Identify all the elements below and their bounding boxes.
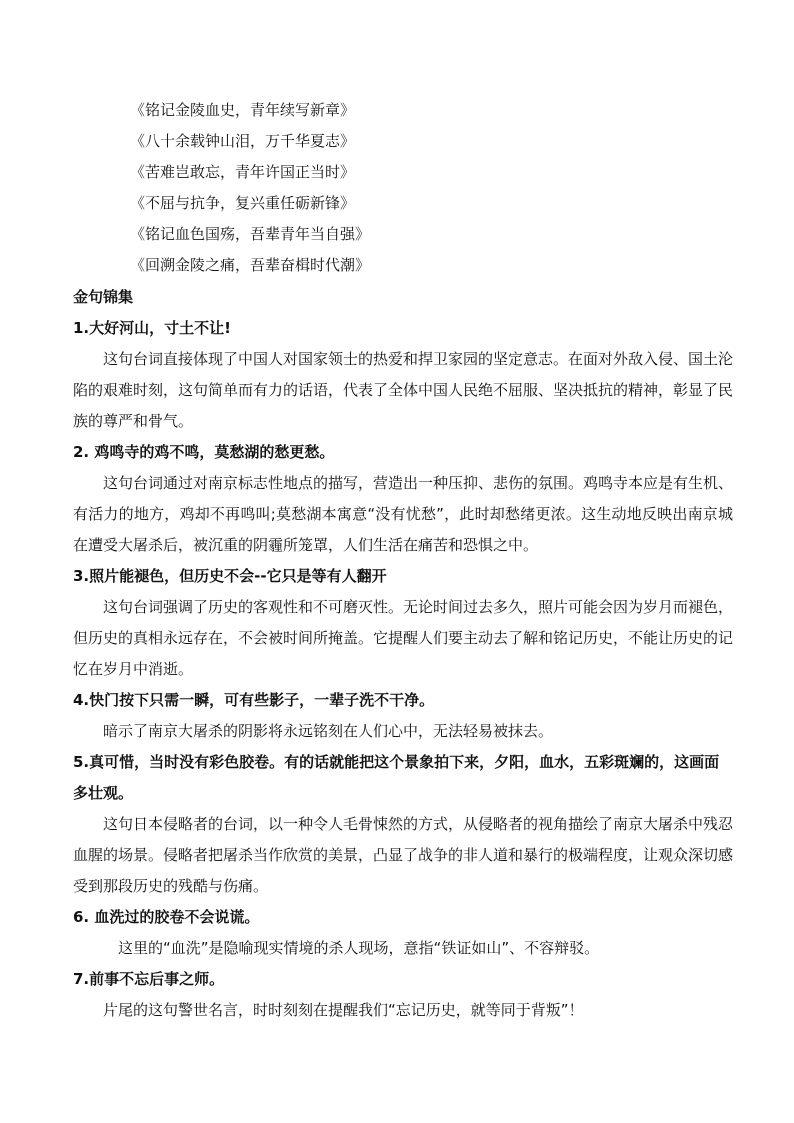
quote-heading: 4.快门按下只需一瞬，可有些影子，一辈子洗不干净。 <box>73 691 435 709</box>
quote-explanation: 这句台词通过对南京标志性地点的描写，营造出一种压抑、悲伤的氛围。鸡鸣寺本应是有生机、有活力的地方，鸡却不再鸣叫;莫愁湖本寓意“没有忧愁”，此时却愁绪更浓。这生动地反映出南京城在遭受大屠杀后，被沉重的阴霾所笼罩，人们生活在痛苦和恐惧之中。 <box>73 474 734 554</box>
quote-heading: 2. 鸡鸣寺的鸡不鸣，莫愁湖的愁更愁。 <box>73 443 335 461</box>
quotes-section <box>73 282 733 1026</box>
section-title: 金句锦集 <box>73 288 134 306</box>
quote-explanation: 这句台词强调了历史的客观性和不可磨灭性。无论时间过去多久，照片可能会因为岁月而褪色，但历史的真相永远存在，不会被时间所掩盖。它提醒人们要主动去了解和铭记历史，不能让历史的记忆在岁月中消逝。 <box>73 598 734 678</box>
title-item: 《不屈与抗争，复兴重任砺新锋》 <box>130 194 356 212</box>
title-item: 《苦难岂敢忘，青年许国正当时》 <box>130 163 356 181</box>
title-item: 《铭记金陵血史，青年续写新章》 <box>130 101 356 119</box>
title-item: 《铭记血色国殇，吾辈青年当自强》 <box>130 225 371 243</box>
quote-explanation: 这句台词直接体现了中国人对国家领士的热爱和捍卫家园的坚定意志。在面对外敌入侵、国土沦陷的艰难时刻，这句简单而有力的话语，代表了全体中国人民绝不屈服、坚决抵抗的精神，彰显了民族的尊严和骨气。 <box>73 350 734 430</box>
quote-heading: 5.真可惜，当时没有彩色胶卷。有的话就能把这个景象拍下来，夕阳，血水，五彩斑斓的，这画面多壮观。 <box>73 753 720 802</box>
quote-heading: 7.前事不忘后事之师。 <box>73 970 225 988</box>
quote-explanation: 暗示了南京大屠杀的阴影将永远铭刻在人们心中，无法轻易被抹去。 <box>103 722 554 740</box>
title-item: 《回溯金陵之痛，吾辈奋楫时代潮》 <box>130 256 371 274</box>
title-list <box>130 95 370 281</box>
quote-explanation: 这句日本侵略者的台词，以一种令人毛骨悚然的方式，从侵略者的视角描绘了南京大屠杀中残忍血腥的场景。侵略者把屠杀当作欣赏的美景，凸显了战争的非人道和暴行的极端程度，让观众深切感受到那段历史的残酷与伤痛。 <box>73 815 734 895</box>
quote-heading: 1.大好河山，寸土不让! <box>73 319 231 337</box>
quote-heading: 3.照片能褪色，但历史不会--它只是等有人翻开 <box>73 567 387 585</box>
title-item: 《八十余载钟山泪，万千华夏志》 <box>130 132 356 150</box>
quote-explanation: 片尾的这句警世名言，时时刻刻在提醒我们“忘记历史，就等同于背叛”！ <box>103 1001 584 1019</box>
quote-explanation: 这里的“血洗”是隐喻现实情境的杀人现场，意指“铁证如山”、不容辩驳。 <box>118 939 600 957</box>
quote-heading: 6. 血洗过的胶卷不会说谎。 <box>73 908 260 926</box>
